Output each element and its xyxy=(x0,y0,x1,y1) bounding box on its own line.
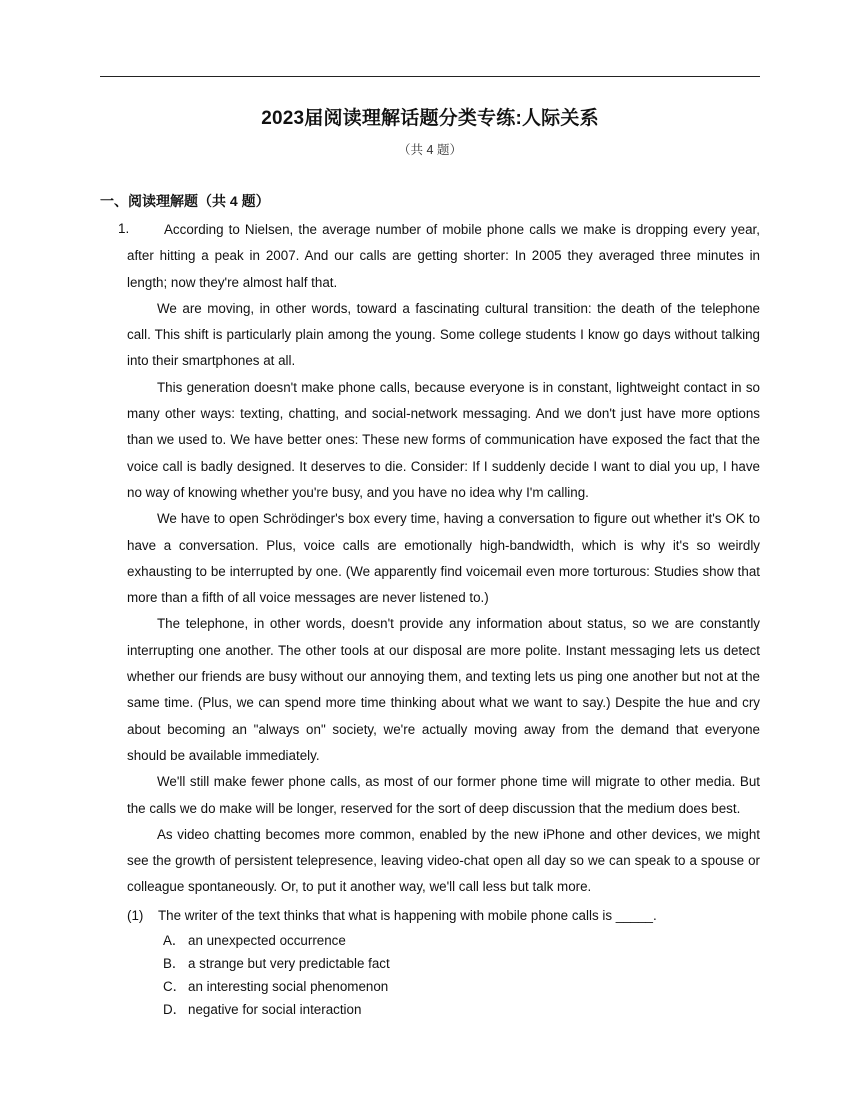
passage-paragraph: As video chatting becomes more common, enabled by the new iPhone and other devices, we might see the growth of persistent telepresence, leaving video-chat open all day so we can speak to a spouse or colleague spontaneously. Or, to put it another way, we'll call less but talk more. xyxy=(127,826,760,895)
passage-paragraph: We'll still make fewer phone calls, as most of our former phone time will migrate to other media. But the calls we do make will be longer, reserved for the sort of deep discussion that the medium does best. xyxy=(127,774,760,816)
option-b[interactable] xyxy=(163,952,390,975)
question-number: 1. xyxy=(118,221,130,236)
answer-options xyxy=(163,929,390,1021)
passage-paragraph: This generation doesn't make phone calls, because everyone is in constant, lightweight contact in so many other ways: texting, chatting, and social-network messaging. And we don't just have more options than we used to. We have better ones: These new forms of communication have exposed the fact that the voice call is badly designed. It deserves to die. Consider: If I suddenly decide I want to dial you up, I have no way of knowing whether you're busy, and you have no idea why I'm calling. xyxy=(127,379,760,500)
reading-passage xyxy=(127,217,760,901)
passage-paragraph: We have to open Schrödinger's box every time, having a conversation to figure out whether it's OK to have a conversation. Plus, voice calls are emotionally high-bandwidth, which is why it's so weirdly exhausting to be interrupted by one. (We apparently find voicemail even more torturous: Studies show that more than a fifth of all voice messages are never listened to.) xyxy=(127,511,760,606)
header-rule xyxy=(100,76,760,77)
option-text: an unexpected occurrence xyxy=(188,933,346,948)
sub-question-number: (1) xyxy=(127,908,144,923)
option-letter: B． xyxy=(163,956,186,971)
sub-question-text: The writer of the text thinks that what is happening with mobile phone calls is _____. xyxy=(158,908,657,923)
passage-paragraph: According to Nielsen, the average number of mobile phone calls we make is dropping every year, after hitting a peak in 2007. And our calls are getting shorter: In 2005 they averaged three minutes in length; now they're almost half that. xyxy=(127,222,760,290)
sub-question xyxy=(127,903,760,929)
option-d[interactable] xyxy=(163,998,390,1021)
page-subtitle: （共 4 题） xyxy=(398,143,462,157)
option-letter: C． xyxy=(163,979,187,994)
option-letter: A． xyxy=(163,933,186,948)
option-text: an interesting social phenomenon xyxy=(188,979,389,994)
option-text: negative for social interaction xyxy=(188,1002,362,1017)
passage-paragraph: The telephone, in other words, doesn't provide any information about status, so we are constantly interrupting one another. The other tools at our disposal are more polite. Instant messaging lets us detect whether our friends are busy without our annoying them, and texting lets us ping one another but not at the same time. (Plus, we can spend more time thinking about what we want to say.) Despite the hue and cry about becoming an "always on" society, we're actually moving away from the demand that everyone should be available immediately. xyxy=(127,616,760,763)
section-heading: 一、阅读理解题（共 4 题） xyxy=(100,193,270,209)
option-text: a strange but very predictable fact xyxy=(188,956,390,971)
option-letter: D． xyxy=(163,1002,187,1017)
option-a[interactable] xyxy=(163,929,390,952)
passage-paragraph: We are moving, in other words, toward a fascinating cultural transition: the death of the telephone call. This shift is particularly plain among the young. Some college students I know go days without talking into their smartphones at all. xyxy=(127,300,760,369)
page-title: 2023届阅读理解话题分类专练:人际关系 xyxy=(261,108,599,129)
option-c[interactable] xyxy=(163,975,390,998)
